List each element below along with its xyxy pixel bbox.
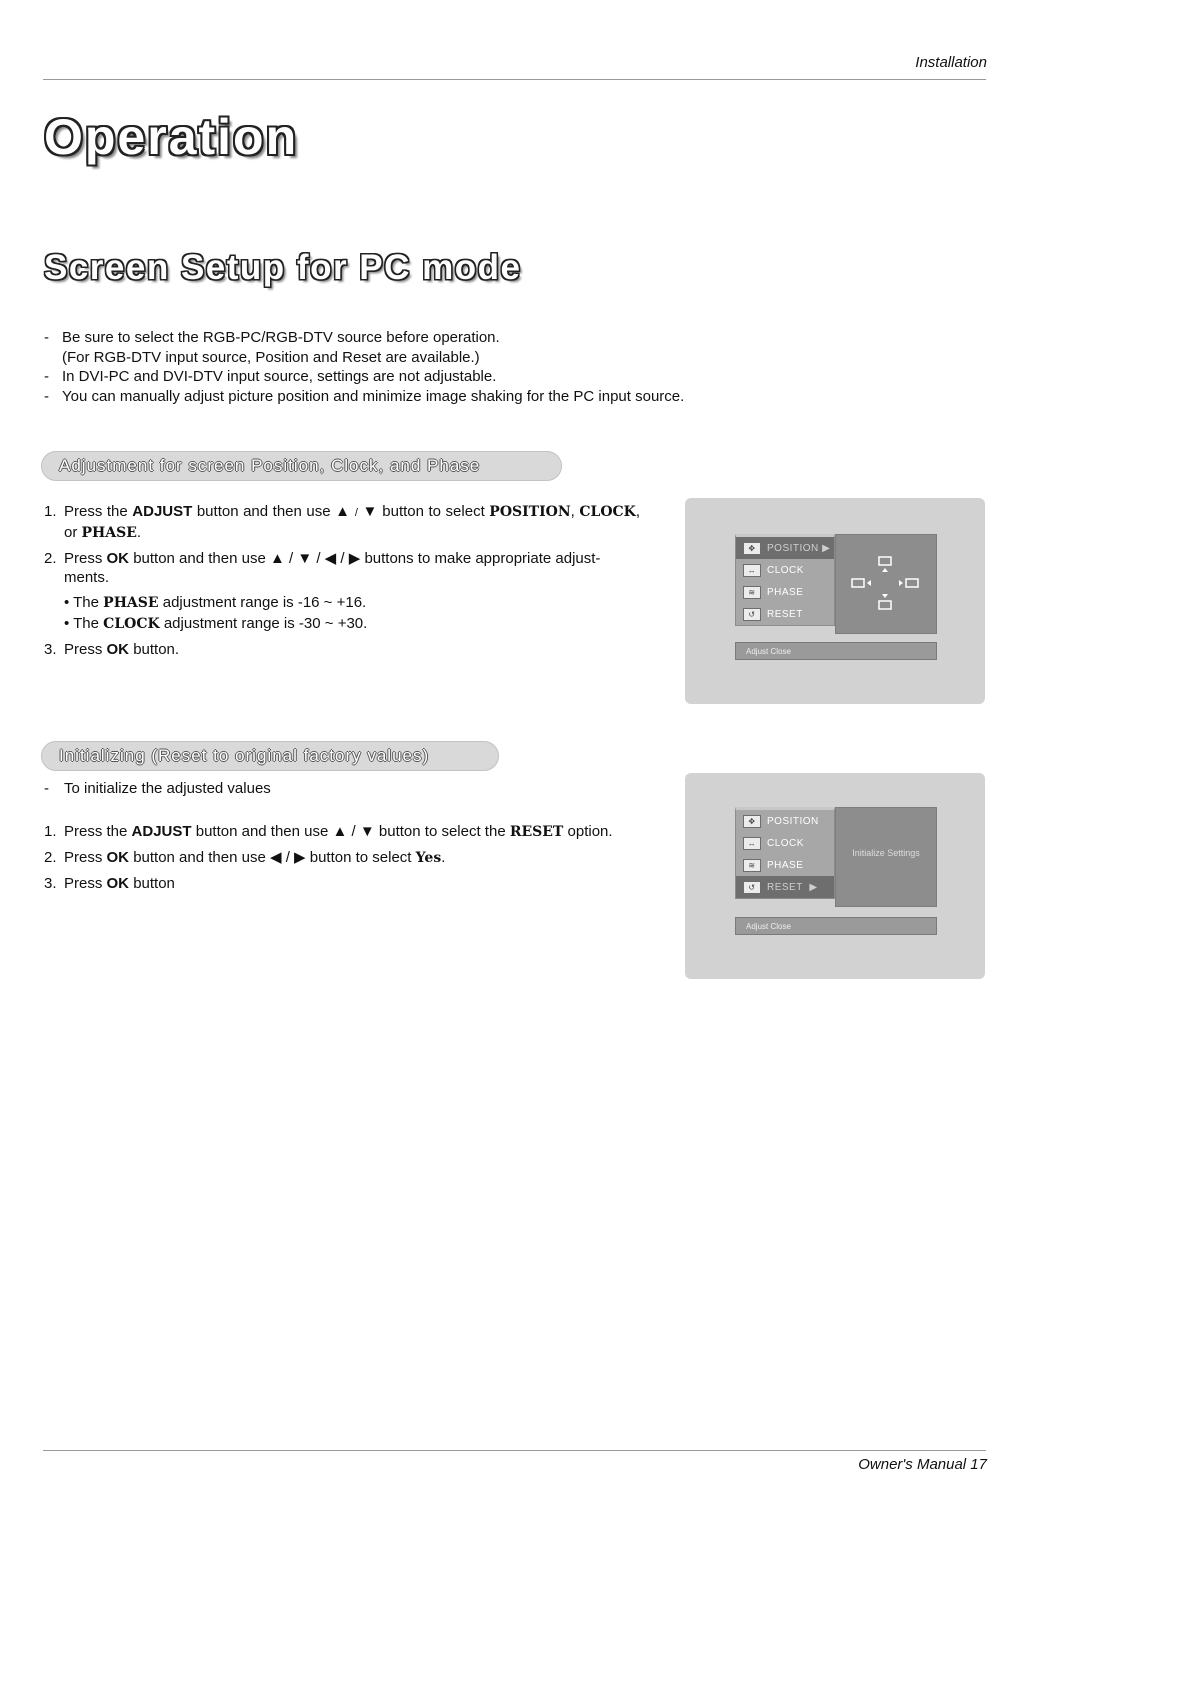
arrow-right-icon: ▶	[809, 881, 818, 893]
osd-menu-item-reset: ↺ RESET ▶	[736, 876, 834, 898]
intro-notes	[44, 328, 764, 406]
footer-page-label: Owner's Manual 17	[858, 1456, 987, 1473]
phase-icon: ≋	[743, 859, 761, 872]
section-title: Screen Setup for PC mode	[44, 248, 522, 287]
section1-header: Adjustment for screen Position, Clock, and Phase	[41, 451, 562, 481]
osd-menu-item-clock: ↔ CLOCK	[736, 832, 834, 854]
position-arrows-icon	[836, 535, 936, 633]
page-title: Operation	[44, 109, 299, 165]
osd-screenshot-position	[685, 498, 985, 704]
osd-menu-item-reset: ↺ RESET	[736, 603, 834, 625]
clock-icon: ↔	[743, 564, 761, 577]
step-item: 1. Press the ADJUST button and then use ▲ / ▼ button to select POSITION, CLOCK, or PHASE.	[44, 503, 641, 541]
phase-icon: ≋	[743, 586, 761, 599]
position-icon: ✥	[743, 542, 761, 555]
header-section-label: Installation	[915, 54, 987, 71]
osd-position-panel	[835, 534, 937, 634]
bullet-item: • The CLOCK adjustment range is -30 ~ +30.	[64, 614, 368, 632]
step-item: 3. Press OK button	[44, 875, 175, 892]
section1-steps	[44, 502, 640, 665]
intro-line: - Be sure to select the RGB-PC/RGB-DTV source before operation.	[44, 329, 500, 346]
osd-menu-item-clock: ↔ CLOCK	[736, 559, 834, 581]
step-item: 2. Press OK button and then use ◀ / ▶ button to select Yes.	[44, 849, 446, 866]
reset-icon: ↺	[743, 881, 761, 894]
step-item: 2. Press OK button and then use ▲ / ▼ / ◀ / ▶ buttons to make appropriate adjust-ments.	[44, 550, 601, 586]
osd-menu-item-phase: ≋ PHASE	[736, 854, 834, 876]
osd-reset-panel	[835, 807, 937, 907]
osd-menu-item-phase: ≋ PHASE	[736, 581, 834, 603]
bullet-item: • The PHASE adjustment range is -16 ~ +16.	[64, 594, 367, 611]
position-icon: ✥	[743, 815, 761, 828]
osd-menu	[735, 807, 835, 899]
initialize-settings-text: Initialize Settings	[852, 848, 920, 858]
intro-line: (For RGB-DTV input source, Position and Reset are available.)	[62, 348, 480, 366]
step-item: 1. Press the ADJUST button and then use ▲ / ▼ button to select the RESET option.	[44, 823, 613, 840]
header-rule	[43, 79, 986, 80]
arrow-right-icon: ▶	[822, 542, 831, 554]
osd-statusbar: Adjust Close	[735, 642, 937, 660]
intro-line: - You can manually adjust picture position and minimize image shaking for the PC input source.	[44, 387, 685, 405]
osd-statusbar: Adjust Close	[735, 917, 937, 935]
osd-menu-item-position: ✥ POSITION	[736, 810, 834, 832]
osd-menu-item-position: ✥ POSITION ▶	[736, 537, 834, 559]
footer-rule	[43, 1450, 986, 1451]
note-line: - To initialize the adjusted values	[44, 780, 271, 797]
osd-menu	[735, 534, 835, 626]
intro-line: - In DVI-PC and DVI-DTV input source, settings are not adjustable.	[44, 368, 497, 385]
reset-icon: ↺	[743, 608, 761, 621]
section2-steps	[44, 779, 640, 899]
section2-header: Initializing (Reset to original factory values)	[41, 741, 499, 771]
osd-screenshot-reset	[685, 773, 985, 979]
clock-icon: ↔	[743, 837, 761, 850]
step-item: 3. Press OK button.	[44, 641, 180, 658]
